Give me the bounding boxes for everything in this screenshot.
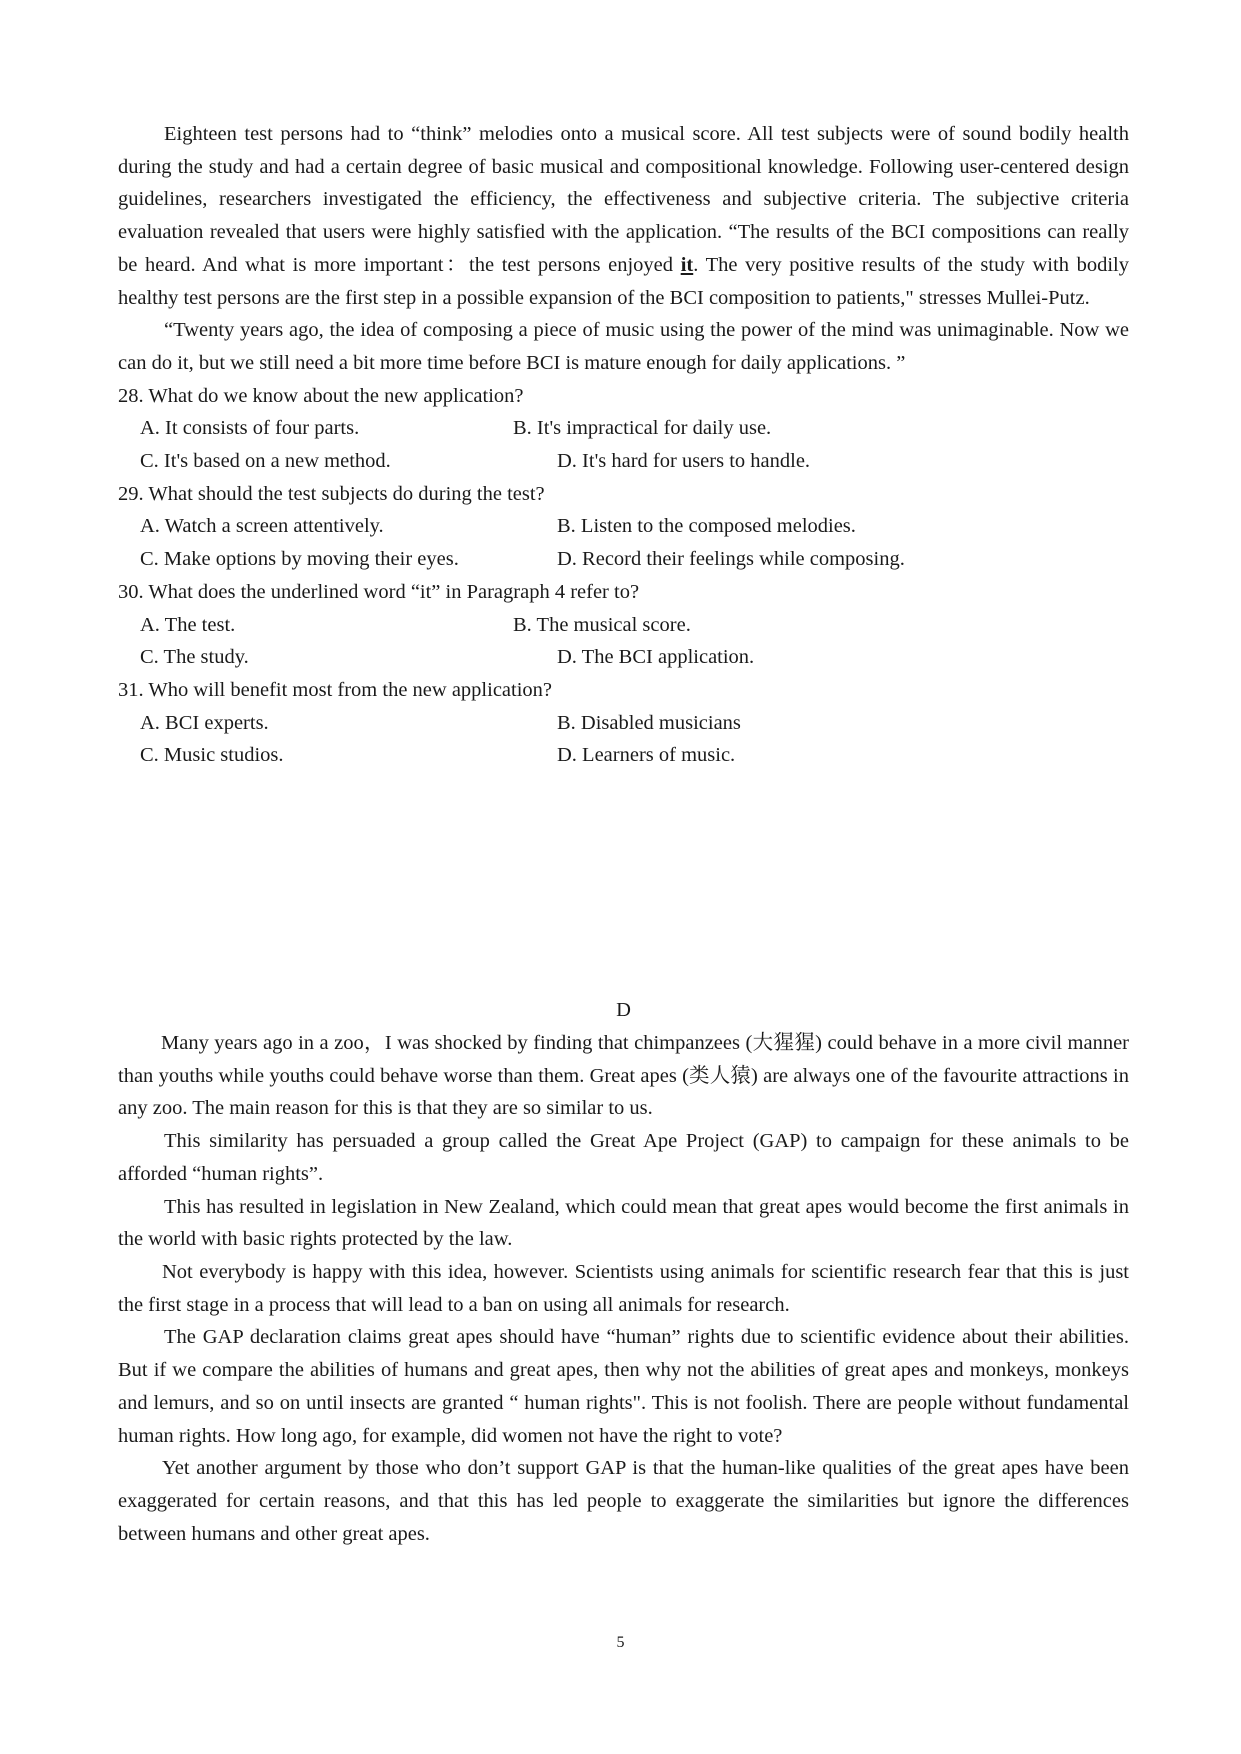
passage-d-paragraph: Many years ago in a zoo，I was shocked by finding that chimpanzees (大猩猩) could behave in a more civil manner than youths while youths could behave worse than them. Great apes (类人猿) are always one of the favourite attractions in any zoo. The main reason for this is that they are so similar to us. (118, 1032, 1129, 1120)
paragraph-text: . The very positive results of the study with bodily healthy test persons are the first step in a possible expansion of the BCI composition to patients," stresses Mullei-Putz. (118, 253, 1129, 309)
passage-c-paragraph: “Twenty years ago, the idea of composing a piece of music using the power of the mind was unimaginable. Now we can do it, but we still need a bit more time before BCI is mature enough for daily applications. ” (118, 319, 1129, 374)
underlined-word: it (680, 253, 694, 276)
passage-d-paragraph: This has resulted in legislation in New Zealand, which could mean that great apes would become the first animals in the world with basic rights protected by the law. (118, 1195, 1129, 1251)
passage-d-paragraph: Not everybody is happy with this idea, however. Scientists using animals for scientific research fear that this is just the first stage in a process that will lead to a ban on using all animals for research. (118, 1260, 1129, 1316)
option-a: A. Watch a screen attentively. (140, 515, 384, 538)
option-d: D. Learners of music. (557, 744, 736, 767)
option-b: B. The musical score. (513, 613, 691, 636)
option-a: A. It consists of four parts. (140, 417, 360, 440)
option-b: B. It's impractical for daily use. (513, 417, 772, 440)
question-29 (118, 478, 1129, 576)
question-stem: 28. What do we know about the new application? (118, 384, 524, 407)
option-a: A. The test. (140, 613, 236, 636)
option-c: C. Make options by moving their eyes. (140, 548, 459, 571)
question-28 (118, 380, 1129, 478)
passage-d-paragraph: The GAP declaration claims great apes should have “human” rights due to scientific evidence about their abilities. But if we compare the abilities of humans and great apes, then why not the abilities of great apes and monkeys, monkeys and lemurs, and so on until insects are granted “ human rights". This is not foolish. There are people without fundamental human rights. How long ago, for example, did women not have the right to vote? (118, 1326, 1129, 1447)
section-label: D (616, 999, 631, 1022)
option-b: B. Listen to the composed melodies. (557, 515, 856, 538)
question-stem: 29. What should the test subjects do during the test? (118, 482, 545, 505)
option-c: C. The study. (140, 646, 249, 669)
passage-d-paragraph: This similarity has persuaded a group called the Great Ape Project (GAP) to campaign for these animals to be afforded “human rights”. (118, 1130, 1129, 1185)
option-a: A. BCI experts. (140, 711, 269, 734)
passage-d-paragraph: Yet another argument by those who don’t support GAP is that the human-like qualities of the great apes have been exaggerated for certain reasons, and that this has led people to exaggerate the similarities but ignore the differences between humans and other great apes. (118, 1457, 1129, 1545)
paragraph-text: Eighteen test persons had to “think” melodies onto a musical score. All test subjects were of sound bodily health during the study and had a certain degree of basic musical and compositional knowledge. Following user-centered design guidelines, researchers investigated the efficiency, the effectiveness and subjective criteria. The subjective criteria evaluation revealed that users were highly satisfied with the application. “The results of the BCI compositions can really be heard. And what is more important：the test persons enjoyed (118, 123, 1129, 276)
option-d: D. It's hard for users to handle. (557, 450, 811, 473)
question-stem: 30. What does the underlined word “it” in Paragraph 4 refer to? (118, 580, 640, 603)
blank-space (118, 772, 1129, 994)
option-d: D. Record their feelings while composing. (557, 548, 905, 571)
question-30 (118, 576, 1129, 674)
option-d: D. The BCI application. (557, 646, 755, 669)
option-c: C. It's based on a new method. (140, 450, 391, 473)
option-b: B. Disabled musicians (557, 711, 741, 734)
option-c: C. Music studios. (140, 744, 284, 767)
page-number: 5 (616, 1634, 625, 1651)
question-31 (118, 674, 1129, 772)
exam-page (118, 118, 1129, 1550)
question-stem: 31. Who will benefit most from the new application? (118, 678, 553, 701)
passage-c-paragraph (118, 118, 1129, 314)
